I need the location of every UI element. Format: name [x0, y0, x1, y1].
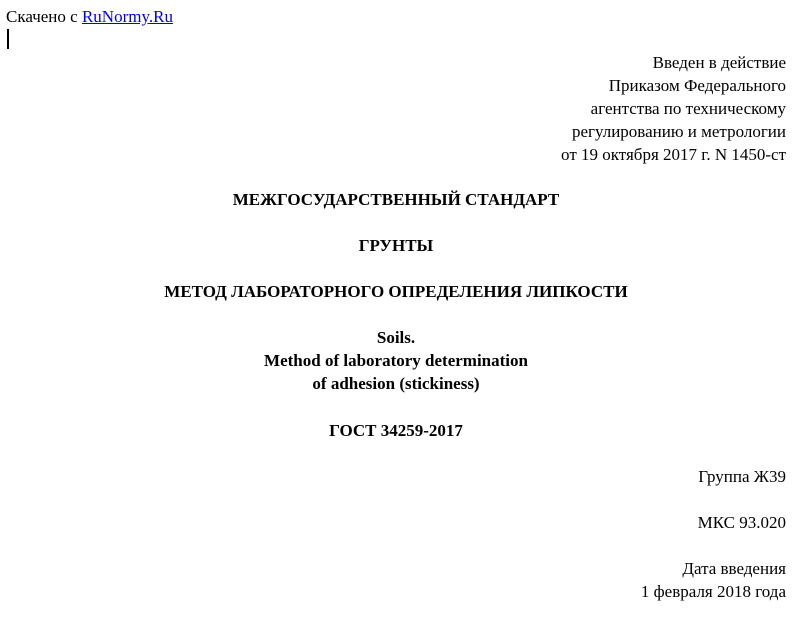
group-text: Группа Ж39 — [698, 467, 786, 486]
standard-type-heading — [0, 188, 792, 211]
english-title-line: Soils. — [376, 328, 416, 347]
approval-line: агентства по техническому — [590, 99, 786, 118]
gost-designation-text: ГОСТ 34259-2017 — [329, 421, 463, 440]
approval-line: от 19 октября 2017 г. N 1450-ст — [561, 145, 786, 164]
english-title-line: Method of laboratory determination — [264, 351, 528, 370]
english-title-line: of adhesion (stickiness) — [312, 374, 480, 393]
approval-line: Приказом Федерального — [608, 76, 786, 95]
mks-classification — [698, 511, 786, 534]
introduction-date: 1 февраля 2018 года — [640, 582, 786, 601]
introduction-date-block — [641, 557, 786, 603]
method-text: МЕТОД ЛАБОРАТОРНОГО ОПРЕДЕЛЕНИЯ ЛИПКОСТИ — [164, 282, 628, 301]
standard-type-text: МЕЖГОСУДАРСТВЕННЫЙ СТАНДАРТ — [232, 190, 560, 209]
text-cursor — [7, 29, 9, 49]
approval-line: Введен в действие — [652, 53, 786, 72]
english-title — [0, 326, 792, 395]
subject-heading — [0, 234, 792, 257]
mks-text: МКС 93.020 — [697, 513, 786, 532]
introduction-label: Дата введения — [682, 559, 786, 578]
source-line — [6, 5, 173, 28]
gost-designation — [0, 419, 792, 442]
source-link[interactable]: RuNormy.Ru — [81, 7, 173, 26]
approval-line: регулированию и метрологии — [571, 122, 786, 141]
source-prefix: Скачено с — [6, 7, 82, 26]
group-classification — [698, 465, 786, 488]
subject-text: ГРУНТЫ — [358, 236, 434, 255]
method-heading — [0, 280, 792, 303]
approval-block — [561, 51, 786, 166]
